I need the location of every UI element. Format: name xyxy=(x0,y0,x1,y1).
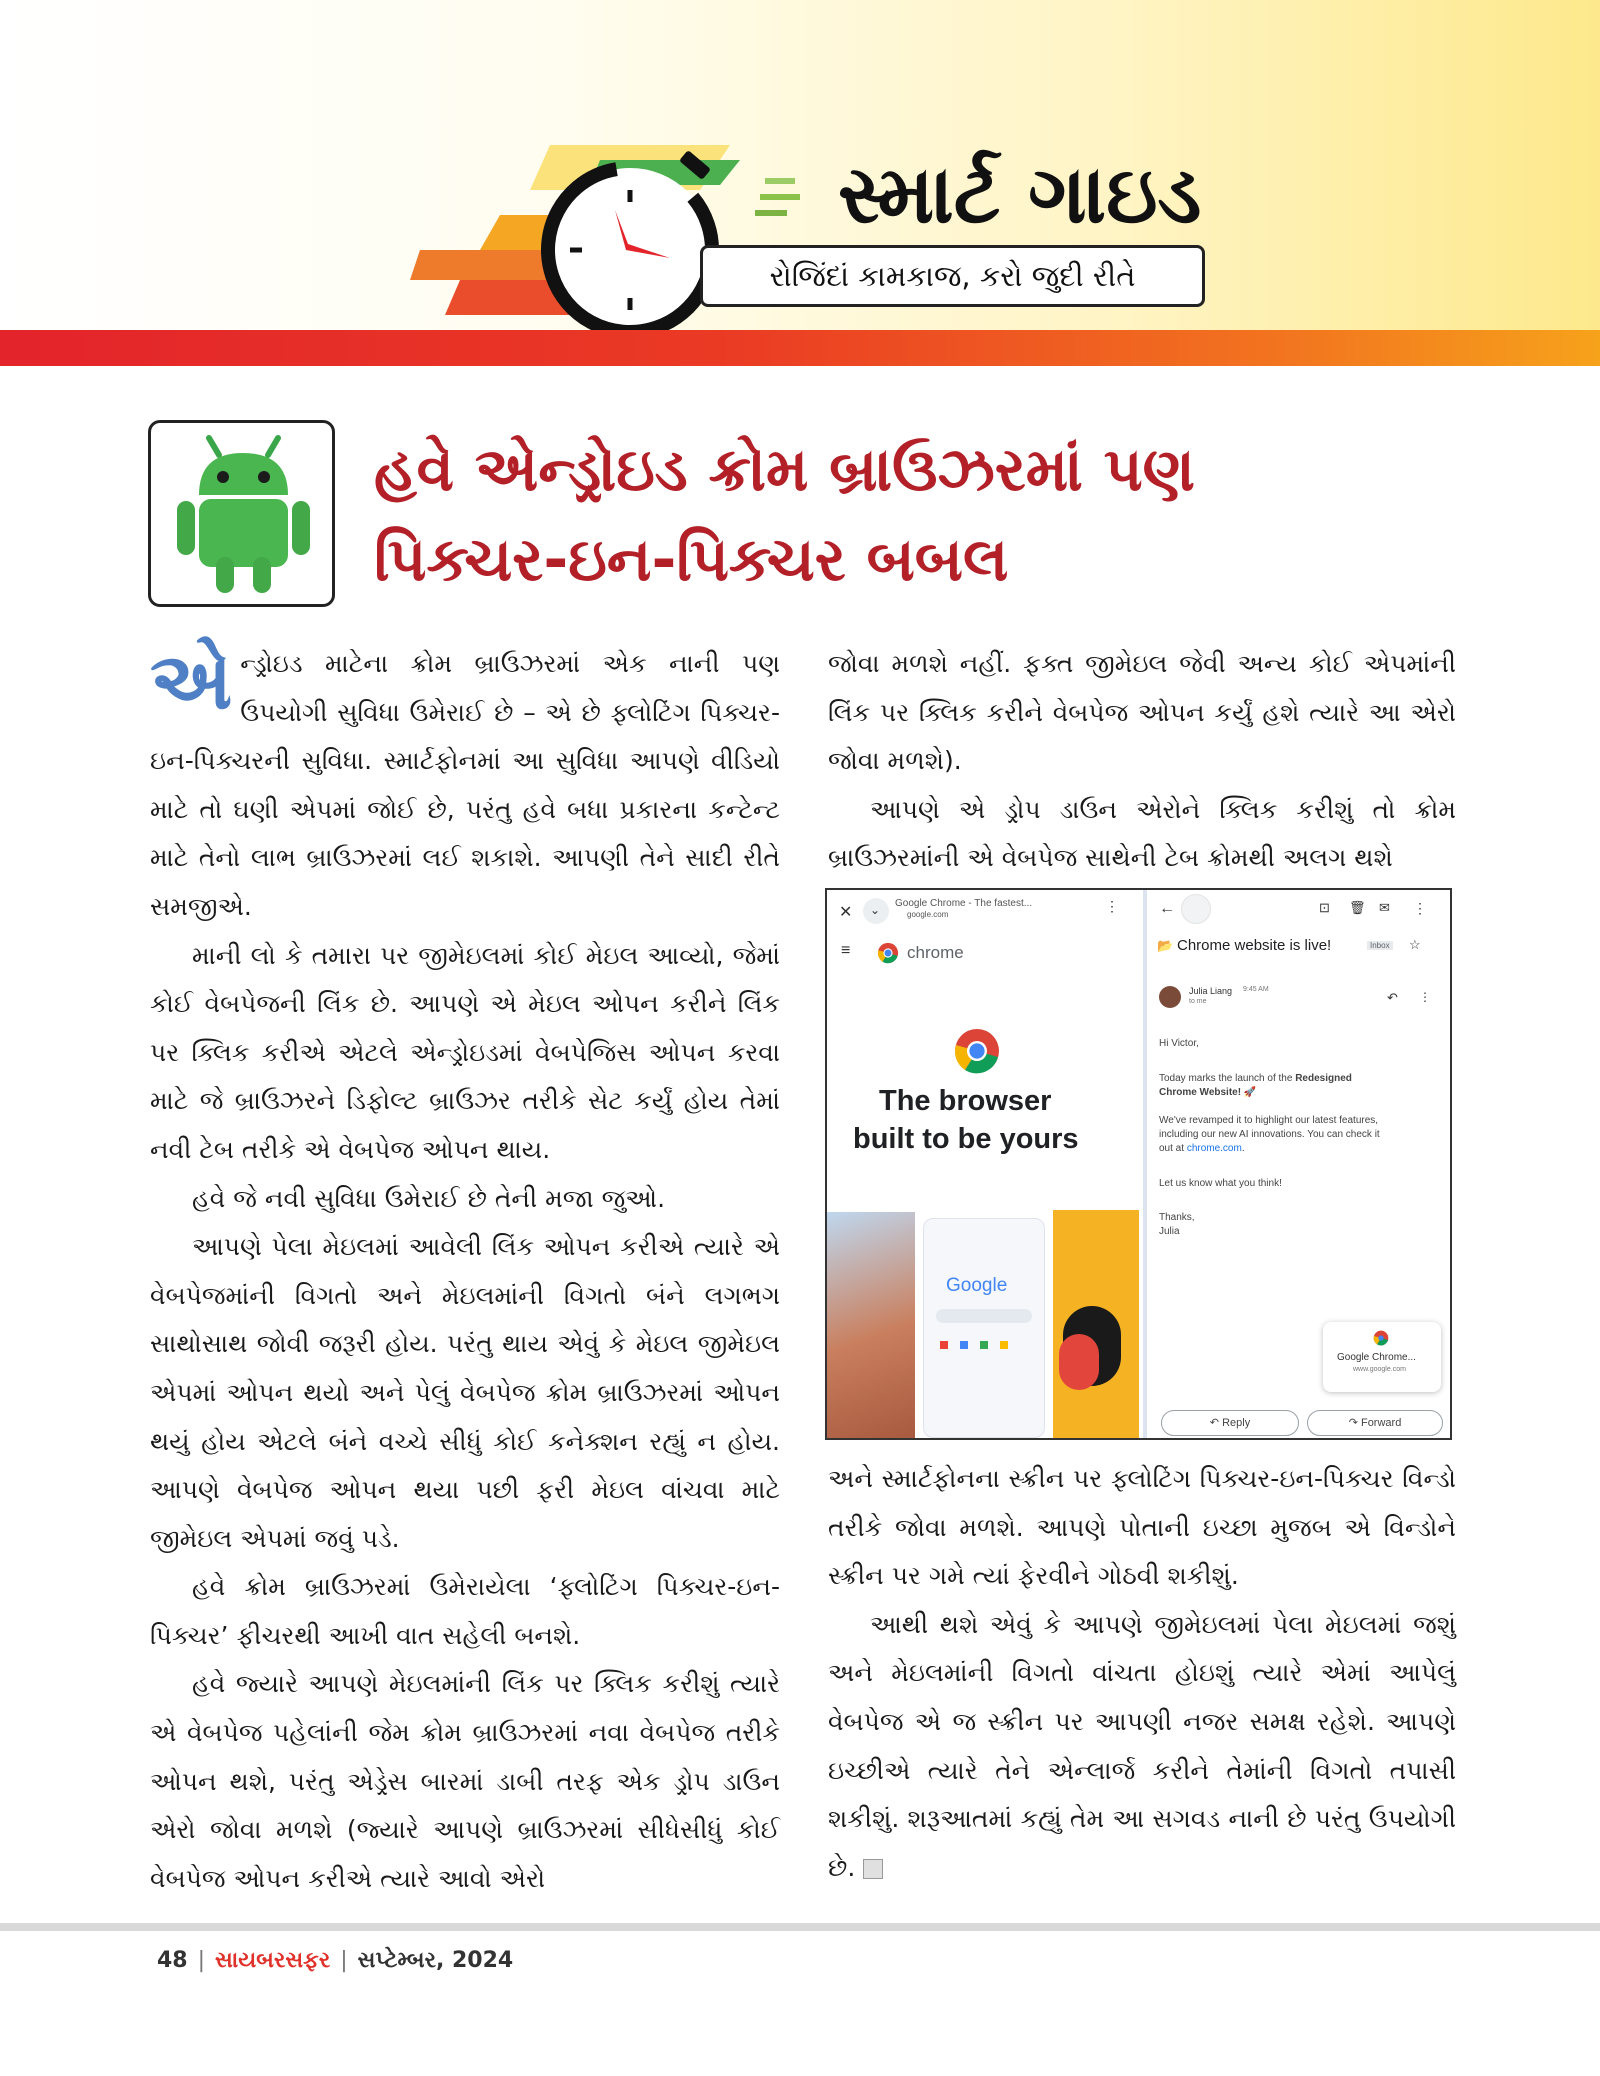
article-headline xyxy=(374,425,1414,610)
sender-time: 9:45 AM xyxy=(1243,986,1269,993)
thumbnail-art xyxy=(1053,1210,1139,1438)
sender-to: to me xyxy=(1189,998,1207,1005)
screenshot-figure xyxy=(825,888,1452,1440)
dropdown-arrow-icon[interactable]: ⌄ xyxy=(863,898,889,924)
chrome-pip-window xyxy=(827,890,1143,1438)
email-signoff: Thanks, xyxy=(1159,1212,1195,1223)
more-vert-icon[interactable]: ⋮ xyxy=(1413,900,1427,916)
chrome-logo-bubble-icon xyxy=(1373,1330,1389,1346)
forward-button[interactable]: ↷ Forward xyxy=(1307,1410,1443,1436)
paragraph: અને સ્માર્ટફોનના સ્ક્રીન પર ફ્લોટિંગ પિક્ચર-ઇન-પિક્ચર વિન્ડો તરીકે જોવા મળશે. આપણે પોતાની ઇચ્છા મુજબ એ વિન્ડોને સ્ક્રીન પર ગમે ત્યાં ફેરવીને ગોઠવી શકીશું. xyxy=(828,1464,1456,1591)
email-body-line: including our new AI innovations. You can check it xyxy=(1159,1129,1380,1140)
issue-date: સપ્ટેમ્બર, 2024 xyxy=(357,1948,514,1973)
email-greeting: Hi Victor, xyxy=(1159,1038,1199,1049)
email-signature: Julia xyxy=(1159,1226,1180,1237)
thumbnail-google xyxy=(923,1218,1045,1438)
chrome-logo-icon xyxy=(953,1027,1001,1075)
email-subject: Chrome website is live! xyxy=(1177,937,1332,954)
hero-line-1: The browser xyxy=(879,1085,1052,1117)
page-footer xyxy=(157,1944,757,1978)
search-bar-shape xyxy=(936,1309,1032,1323)
email-body-line: out at chrome.com. xyxy=(1159,1143,1245,1154)
android-robot-icon xyxy=(171,433,316,598)
email-body-line: Chrome Website! 🚀 xyxy=(1159,1087,1257,1098)
headline-line-2: પિક્ચર-ઇન-પિક્ચર બબલ xyxy=(374,525,1009,595)
paragraph: હવે જે નવી સુવિધા ઉમેરાઈ છે તેની મજા જુઓ. xyxy=(192,1183,666,1213)
hero-line-2: built to be yours xyxy=(853,1123,1079,1155)
star-icon[interactable]: ☆ xyxy=(1409,937,1421,952)
article-column-left xyxy=(150,637,780,1903)
back-arrow-icon[interactable]: ← xyxy=(1159,900,1175,917)
app-dot xyxy=(1000,1341,1008,1349)
paragraph: આથી થશે એવું કે આપણે જીમેઇલમાં પેલા મેઇલમાં જશું અને મેઇલમાંની વિગતો વાંચતા હોઇશું ત્યારે એમાં આપેલું વેબપેજ એ જ સ્ક્રીન પર આપણી નજર સમક્ષ રહેશે. આપણે ઇચ્છીએ ત્યારે તેને એન્લાર્જ કરીને તેમાંની વિગતો તપાસી શકીશું. શરૂઆતમાં કહ્યું તેમ આ સગવડ નાની છે પરંતુ ઉપયોગી છે. xyxy=(828,1609,1456,1882)
app-dot xyxy=(940,1341,948,1349)
bubble-title: Google Chrome... xyxy=(1337,1352,1416,1363)
google-wordmark: Google xyxy=(946,1275,1008,1296)
gmail-window xyxy=(1147,890,1450,1438)
footer-separator: | xyxy=(340,1948,348,1973)
archive-icon[interactable]: ⊡ xyxy=(1319,900,1330,915)
inbox-tag: Inbox xyxy=(1367,941,1393,950)
avatar-placeholder xyxy=(1181,894,1211,924)
paragraph: જોવા મળશે નહીં. ફક્ત જીમેઇલ જેવી અન્ય કોઈ એપમાંની લિંક પર ક્લિક કરીને વેબપેજ ઓપન કર્યું હશે ત્યારે આ એરો જોવા મળશે). xyxy=(828,649,1456,776)
tab-url: google.com xyxy=(907,910,949,919)
reply-icon[interactable]: ↶ xyxy=(1387,990,1398,1005)
paragraph: હવે જ્યારે આપણે મેઇલમાંની લિંક પર ક્લિક કરીશું ત્યારે એ વેબપેજ પહેલાંની જેમ ક્રોમ બ્રાઉઝરમાં નવા વેબપેજ તરીકે ઓપન થશે, પરંતુ એડ્રેસ બારમાં ડાબી તરફ એક ડ્રોપ ડાઉન એરો જોવા મળશે (જ્યારે આપણે બ્રાઉઝરમાં સીધેસીધું કોઈ વેબપેજ ઓપન કરીએ ત્યારે આવો એરો xyxy=(150,1669,780,1893)
sender-avatar xyxy=(1159,986,1181,1008)
tab-title: Google Chrome - The fastest... xyxy=(895,898,1033,909)
chrome-wordmark: chrome xyxy=(907,943,964,962)
reply-icon: ↶ xyxy=(1209,1417,1223,1429)
delete-icon[interactable]: 🗑 xyxy=(1349,900,1366,915)
email-body-line: Today marks the launch of the Redesigned xyxy=(1159,1073,1352,1084)
paragraph: હવે ક્રોમ બ્રાઉઝરમાં ઉમેરાયેલા ‘ફ્લોટિંગ પિક્ચર-ઇન-પિક્ચર’ ફીચરથી આખી વાત સહેલી બનશે. xyxy=(150,1572,780,1650)
close-icon[interactable]: ✕ xyxy=(839,904,853,921)
section-title: સ્માર્ટ ગાઇડ xyxy=(838,148,1202,241)
paragraph: એન્ડ્રોઇડ માટેના ક્રોમ બ્રાઉઝરમાં એક નાની પણ ઉપયોગી સુવિધા ઉમેરાઈ છે – એ છે ફ્લોટિંગ પિક્ચર-ઇન-પિક્ચરની સુવિધા. સ્માર્ટફોનમાં આ સુવિધા આપણે વીડિયો માટે તો ઘણી એપમાં જોઈ છે, પરંતુ હવે બધા પ્રકારના કન્ટેન્ટ માટે તેનો લાભ બ્રાઉઝરમાં લઈ શકાશે. આપણી તેને સાદી રીતે સમજીએ. xyxy=(150,637,780,921)
drop-cap: એ xyxy=(150,637,233,727)
app-dot xyxy=(980,1341,988,1349)
email-body-line: Let us know what you think! xyxy=(1159,1178,1282,1189)
speed-dash-marks xyxy=(755,178,800,216)
label-icon: 📂 xyxy=(1157,938,1174,953)
article-column-right-top xyxy=(828,640,1456,883)
more-vert-icon[interactable]: ⋮ xyxy=(1105,898,1119,914)
magazine-name: સાયબરસફર xyxy=(215,1948,331,1973)
paragraph: માની લો કે તમારા પર જીમેઇલમાં કોઈ મેઇલ આવ્યો, જેમાં કોઈ વેબપેજની લિંક છે. આપણે એ મેઇલ ઓપન કરીને લિંક પર ક્લિક કરીએ એટલે એન્ડ્રોઇડમાં વેબપેજિસ ઓપન કરવા માટે જે બ્રાઉઝરને ડિફોલ્ટ બ્રાઉઝર તરીકે સેટ કર્યું હોય તેમાં નવી ટેબ તરીકે એ વેબપેજ ઓપન થાય. xyxy=(150,940,780,1164)
header-banner xyxy=(0,0,1600,330)
thumbnail-canyon xyxy=(827,1212,915,1438)
bubble-url: www.google.com xyxy=(1353,1366,1406,1373)
art-face xyxy=(1059,1334,1099,1390)
app-dot xyxy=(960,1341,968,1349)
end-mark-icon xyxy=(863,1859,883,1879)
footer-divider xyxy=(0,1923,1600,1931)
article-column-right-bottom xyxy=(828,1455,1456,1892)
chrome-logo-small-icon xyxy=(877,942,899,964)
footer-separator: | xyxy=(197,1948,206,1973)
forward-icon: ↷ xyxy=(1348,1417,1361,1429)
section-subtitle: રોજિંદાં કામકાજ, કરો જુદી રીતે xyxy=(700,245,1205,307)
more-vert-icon[interactable]: ⋮ xyxy=(1419,990,1431,1004)
paragraph: આપણે પેલા મેઇલમાં આવેલી લિંક ઓપન કરીએ ત્યારે એ વેબપેજમાંની વિગતો અને મેઇલમાંની વિગતો બંને લગભગ સાથોસાથ જોવી જરૂરી હોય. પરંતુ થાય એવું કે મેઇલ જીમેઇલ એપમાં ઓપન થયો અને પેલું વેબપેજ ક્રોમ બ્રાઉઝરમાં ઓપન થયું હોય એટલે બંને વચ્ચે સીધું કોઈ કનેક્શન રહ્યું ન હોય. આપણે વેબપેજ ઓપન થયા પછી ફરી મેઇલ વાંચવા માટે જીમેઇલ એપમાં જવું પડે. xyxy=(150,1232,780,1553)
email-body-line: We've revamped it to highlight our latest features, xyxy=(1159,1115,1379,1126)
android-logo-box xyxy=(148,420,335,607)
email-link[interactable]: chrome.com xyxy=(1186,1143,1242,1154)
paragraph: આપણે એ ડ્રોપ ડાઉન એરોને ક્લિક કરીશું તો ક્રોમ બ્રાઉઝરમાંની એ વેબપેજ સાથેની ટેબ ક્રોમથી અલગ થશે xyxy=(828,794,1456,873)
pip-bubble[interactable] xyxy=(1323,1322,1441,1392)
reply-button[interactable]: ↶ Reply xyxy=(1161,1410,1299,1436)
sender-name: Julia Liang xyxy=(1189,986,1233,996)
mail-icon[interactable]: ✉ xyxy=(1379,900,1390,915)
page-number: 48 xyxy=(157,1948,188,1973)
headline-line-1: હવે એન્ડ્રોઇડ ક્રોમ બ્રાઉઝરમાં પણ xyxy=(374,435,1195,505)
menu-icon[interactable]: ≡ xyxy=(841,942,851,959)
header-stripe xyxy=(0,330,1600,366)
